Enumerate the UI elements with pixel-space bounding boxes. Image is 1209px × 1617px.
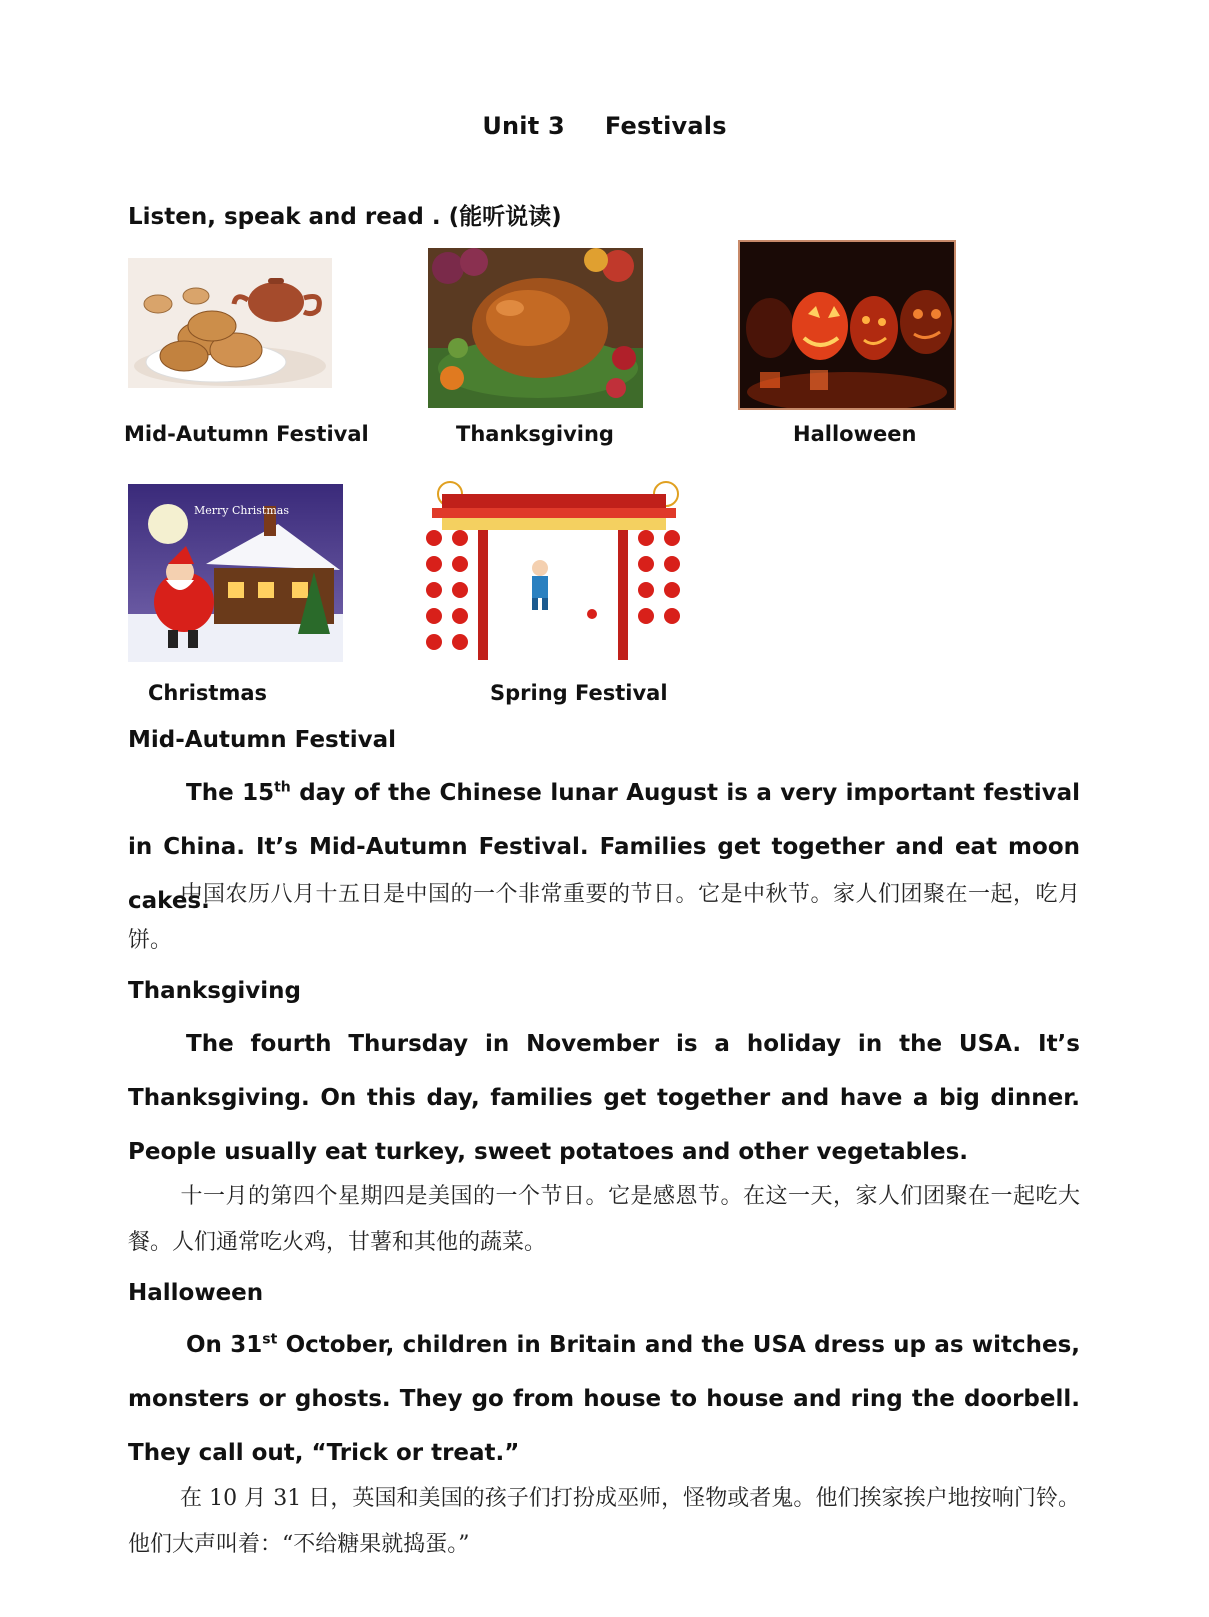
paragraph-thanksgiving-en	[128, 1017, 1080, 1179]
heading-halloween: Halloween	[128, 1280, 264, 1306]
santa-snowy-house-image	[128, 484, 343, 662]
paragraph-thanksgiving-zh	[128, 1174, 1080, 1266]
red-gate-lanterns-image	[418, 476, 690, 664]
paragraph-halloween-zh	[128, 1476, 1080, 1568]
heading-thanksgiving: Thanksgiving	[128, 978, 302, 1004]
mid-autumn-zh-text: 中国农历八月十五日是中国的一个非常重要的节日。它是中秋节。家人们团聚在一起，吃月饼。	[128, 882, 1080, 953]
halloween-en-text-rest: October, children in Britain and the USA dress up as witches, monsters or ghosts. They go from house to house and ring the doorbell. They call out, “Trick or treat.”	[128, 1332, 1080, 1466]
halloween-en-superscript: st	[262, 1331, 278, 1348]
caption-spring-festival: Spring Festival	[490, 681, 668, 705]
roast-turkey-image	[428, 248, 643, 408]
unit-label: Unit 3	[482, 112, 565, 140]
caption-mid-autumn: Mid-Autumn Festival	[124, 422, 369, 446]
jack-o-lanterns-image	[738, 240, 956, 410]
page-title	[0, 112, 1209, 140]
paragraph-mid-autumn-zh	[128, 872, 1080, 964]
thanksgiving-zh-text: 十一月的第四个星期四是美国的一个节日。它是感恩节。在这一天，家人们团聚在一起吃大餐。人们通常吃火鸡，甘薯和其他的蔬菜。	[128, 1184, 1080, 1255]
mooncake-teapot-image	[128, 258, 332, 388]
thanksgiving-en-text: The fourth Thursday in November is a holiday in the USA. It’s Thanksgiving. On this day, families get together and have a big dinner. People usually eat turkey, sweet potatoes and other vegetables.	[128, 1031, 1080, 1165]
halloween-en-text: On 31	[186, 1332, 263, 1358]
caption-christmas: Christmas	[148, 681, 268, 705]
christmas-card-text: Merry Christmas	[194, 504, 289, 517]
mid-autumn-en-superscript: th	[274, 779, 291, 796]
halloween-zh-text: 在 10 月 31 日，英国和美国的孩子们打扮成巫师，怪物或者鬼。他们挨家挨户地按响门铃。他们大声叫着：“不给糖果就捣蛋。”	[128, 1486, 1080, 1557]
heading-mid-autumn: Mid-Autumn Festival	[128, 727, 397, 753]
mid-autumn-en-text-rest: day of the Chinese lunar August is a very important festival in China. It’s Mid-Autumn Festival. Families get together and eat moon cakes.	[128, 780, 1080, 914]
section-heading: Listen, speak and read . (能听说读)	[128, 204, 562, 230]
unit-topic: Festivals	[604, 112, 727, 140]
caption-halloween: Halloween	[793, 422, 917, 446]
mid-autumn-en-text: The 15	[186, 780, 275, 806]
caption-thanksgiving: Thanksgiving	[456, 422, 614, 446]
paragraph-halloween-en	[128, 1318, 1080, 1480]
